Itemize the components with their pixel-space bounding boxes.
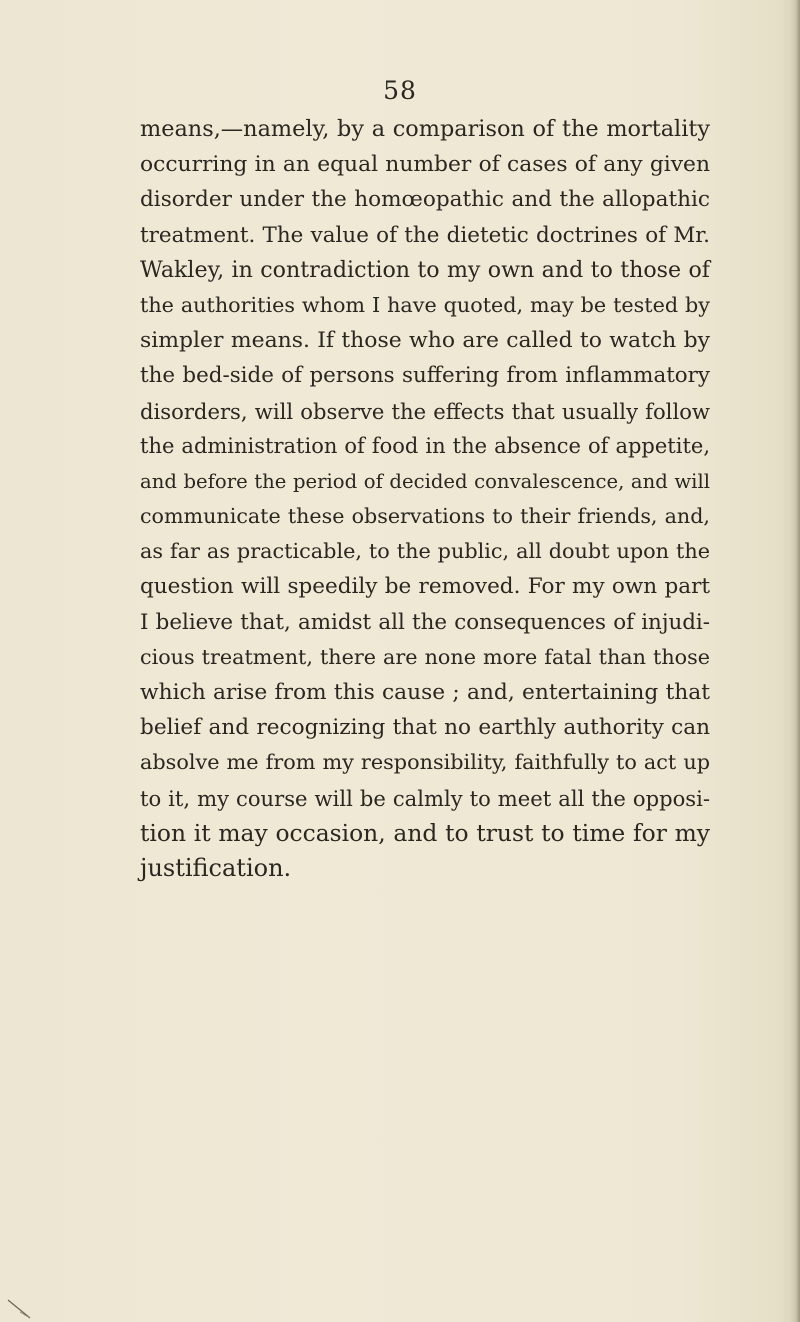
text-line: disorders, will observe the effects that usually follow xyxy=(140,398,710,424)
text-line: belief and recognizing that no earthly authority can xyxy=(140,715,710,741)
text-line: question will speedily be removed. For my own part xyxy=(140,574,710,600)
text-line: which arise from this cause ; and, entertaining that xyxy=(140,680,710,705)
body-text xyxy=(140,112,710,886)
text-line: I believe that, amidst all the consequences of injudi- xyxy=(140,609,710,635)
text-line: communicate these observations to their friends, and, xyxy=(140,504,710,529)
text-line: the bed-side of persons suffering from inflammatory xyxy=(140,363,710,389)
text-line: treatment. The value of the dietetic doctrines of Mr. xyxy=(140,222,710,248)
text-line: tion it may occasion, and to trust to time for my xyxy=(140,818,710,847)
text-line: cious treatment, there are none more fatal than those xyxy=(140,644,710,669)
text-line: absolve me from my responsibility, faithfully to act up xyxy=(140,750,710,775)
text-line: to it, my course will be calmly to meet all the opposi- xyxy=(140,785,710,811)
corner-crease-mark xyxy=(6,1298,34,1320)
text-line: the administration of food in the absence of appetite, xyxy=(140,433,710,458)
text-line: occurring in an equal number of cases of any given xyxy=(140,152,710,178)
text-line: and before the period of decided convalescence, and will xyxy=(140,469,710,493)
page-number: 58 xyxy=(383,76,417,105)
text-line: means,—namely, by a comparison of the mortality xyxy=(140,116,710,142)
text-line-last: justification. xyxy=(140,853,292,882)
text-line: Wakley, in contradiction to my own and to those of xyxy=(140,256,710,283)
text-line: the authorities whom I have quoted, may be tested by xyxy=(140,292,710,317)
text-line: as far as practicable, to the public, all doubt upon the xyxy=(140,539,710,564)
text-line: simpler means. If those who are called to watch by xyxy=(140,328,710,354)
text-line: disorder under the homœopathic and the allopathic xyxy=(140,187,710,213)
page-edge-shadow xyxy=(790,0,800,1322)
